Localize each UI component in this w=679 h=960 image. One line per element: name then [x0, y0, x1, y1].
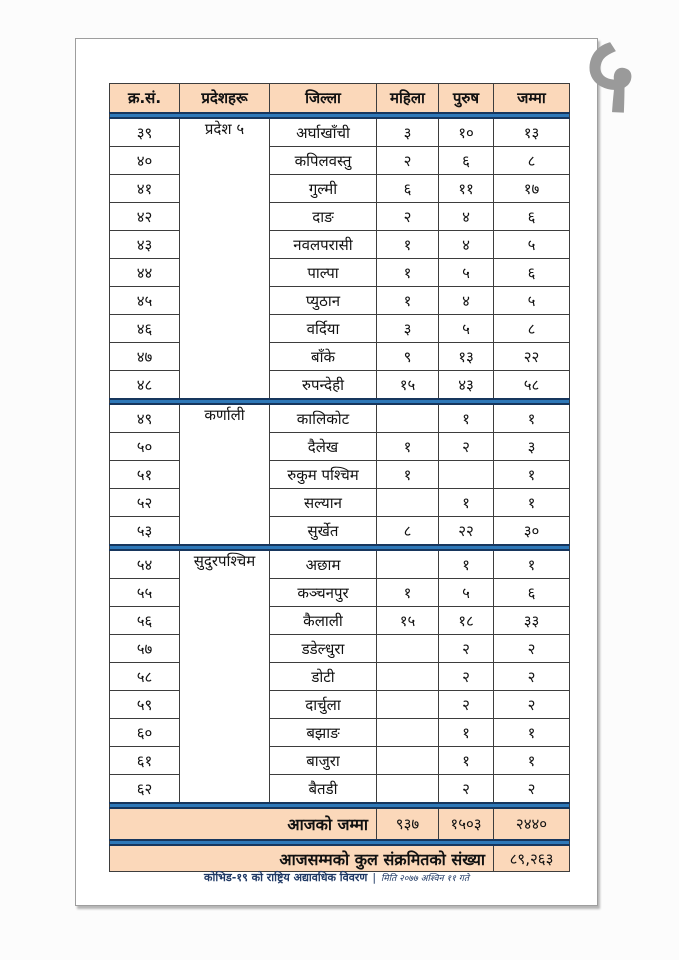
- table-row: [110, 175, 570, 203]
- female-count-cell: [377, 404, 439, 433]
- today-total-male: १५०३: [439, 808, 494, 840]
- header-female: महिला: [377, 84, 439, 114]
- total-count-cell: ८: [494, 315, 570, 343]
- total-count-cell: ५८: [494, 371, 570, 400]
- female-count-cell: ८: [377, 517, 439, 546]
- today-total-female: ९३७: [377, 808, 439, 840]
- cumulative-total-label: आजसम्मको कुल संक्रमितको संख्या: [110, 845, 494, 872]
- total-count-cell: १७: [494, 175, 570, 203]
- page-number-watermark: ५: [570, 10, 650, 137]
- table-header: [110, 84, 570, 119]
- serial-cell: ३९: [110, 118, 180, 147]
- total-count-cell: १: [494, 489, 570, 517]
- header-total: जम्मा: [494, 84, 570, 114]
- female-count-cell: १: [377, 259, 439, 287]
- female-count-cell: [377, 719, 439, 747]
- female-count-cell: १५: [377, 607, 439, 635]
- district-cell: अछाम: [270, 550, 377, 579]
- district-cell: रुकुम पश्चिम: [270, 461, 377, 489]
- total-count-cell: ३३: [494, 607, 570, 635]
- male-count-cell: ११: [439, 175, 494, 203]
- province-cell: कर्णाली: [180, 404, 270, 545]
- total-count-cell: १: [494, 719, 570, 747]
- district-cell: कपिलवस्तु: [270, 147, 377, 175]
- district-cell: कञ्चनपुर: [270, 579, 377, 607]
- district-cell: रुपन्देही: [270, 371, 377, 400]
- serial-cell: ६१: [110, 747, 180, 775]
- total-count-cell: २: [494, 663, 570, 691]
- female-count-cell: [377, 747, 439, 775]
- header-serial: क्र.सं.: [110, 84, 180, 114]
- table-row: [110, 607, 570, 635]
- header-row: [110, 84, 570, 114]
- male-count-cell: १३: [439, 343, 494, 371]
- footer-title: कोभिड-१९ को राष्ट्रिय अद्यावधिक विवरण: [204, 871, 368, 884]
- cumulative-total-value: ८९,२६३: [494, 845, 570, 872]
- district-cell: सल्यान: [270, 489, 377, 517]
- district-cell: गुल्मी: [270, 175, 377, 203]
- female-count-cell: २: [377, 203, 439, 231]
- total-count-cell: १: [494, 404, 570, 433]
- serial-cell: ४२: [110, 203, 180, 231]
- female-count-cell: [377, 550, 439, 579]
- footer-date: मिति २०७७ अश्विन ११ गते: [381, 874, 469, 884]
- total-count-cell: १: [494, 550, 570, 579]
- female-count-cell: १: [377, 287, 439, 315]
- serial-cell: ५९: [110, 691, 180, 719]
- district-cell: दाङ: [270, 203, 377, 231]
- today-total-row: [110, 808, 570, 840]
- female-count-cell: १: [377, 579, 439, 607]
- table-row: [110, 287, 570, 315]
- serial-cell: ६२: [110, 775, 180, 804]
- female-count-cell: ३: [377, 315, 439, 343]
- table-row: [110, 489, 570, 517]
- table-row: [110, 635, 570, 663]
- table-row: [110, 517, 570, 546]
- female-count-cell: [377, 635, 439, 663]
- total-count-cell: २२: [494, 343, 570, 371]
- district-cell: बाजुरा: [270, 747, 377, 775]
- total-count-cell: ५: [494, 287, 570, 315]
- table-body: [110, 118, 570, 808]
- male-count-cell: २२: [439, 517, 494, 546]
- district-cell: दैलेख: [270, 433, 377, 461]
- male-count-cell: २: [439, 635, 494, 663]
- female-count-cell: १: [377, 461, 439, 489]
- male-count-cell: २: [439, 775, 494, 804]
- district-cell: डडेल्धुरा: [270, 635, 377, 663]
- serial-cell: ४०: [110, 147, 180, 175]
- district-cell: दार्चुला: [270, 691, 377, 719]
- male-count-cell: २: [439, 691, 494, 719]
- total-count-cell: २: [494, 691, 570, 719]
- district-cell: पाल्पा: [270, 259, 377, 287]
- male-count-cell: ५: [439, 579, 494, 607]
- male-count-cell: १: [439, 747, 494, 775]
- header-male: पुरुष: [439, 84, 494, 114]
- district-cell: वर्दिया: [270, 315, 377, 343]
- male-count-cell: [439, 461, 494, 489]
- district-cell: अर्घाखाँची: [270, 118, 377, 147]
- table-row: [110, 315, 570, 343]
- table-row: [110, 231, 570, 259]
- male-count-cell: १०: [439, 118, 494, 147]
- serial-cell: ५७: [110, 635, 180, 663]
- total-count-cell: २: [494, 775, 570, 804]
- total-count-cell: ६: [494, 259, 570, 287]
- district-cell: बझाङ: [270, 719, 377, 747]
- serial-cell: ५३: [110, 517, 180, 546]
- district-cell: नवलपरासी: [270, 231, 377, 259]
- serial-cell: ५०: [110, 433, 180, 461]
- total-count-cell: १३: [494, 118, 570, 147]
- table-row: [110, 147, 570, 175]
- female-count-cell: [377, 775, 439, 804]
- male-count-cell: ४३: [439, 371, 494, 400]
- district-cell: कालिकोट: [270, 404, 377, 433]
- footer-separator: |: [372, 871, 377, 884]
- serial-cell: ५५: [110, 579, 180, 607]
- page-footer: [76, 866, 597, 885]
- serial-cell: ५२: [110, 489, 180, 517]
- district-cell: प्युठान: [270, 287, 377, 315]
- total-count-cell: २: [494, 635, 570, 663]
- table-row: [110, 461, 570, 489]
- district-cell: सुर्खेत: [270, 517, 377, 546]
- report-page: [75, 38, 598, 906]
- table-row: [110, 371, 570, 400]
- serial-cell: ५४: [110, 550, 180, 579]
- male-count-cell: १: [439, 550, 494, 579]
- table-row: [110, 550, 570, 579]
- total-count-cell: ५: [494, 231, 570, 259]
- male-count-cell: १: [439, 719, 494, 747]
- serial-cell: ४८: [110, 371, 180, 400]
- covid-district-table: [109, 83, 570, 872]
- total-count-cell: ३: [494, 433, 570, 461]
- table-row: [110, 691, 570, 719]
- table-row: [110, 663, 570, 691]
- district-cell: बाँके: [270, 343, 377, 371]
- today-total-label: आजको जम्मा: [110, 808, 377, 840]
- female-count-cell: २: [377, 147, 439, 175]
- table-row: [110, 343, 570, 371]
- female-count-cell: [377, 489, 439, 517]
- male-count-cell: ४: [439, 203, 494, 231]
- serial-cell: ५१: [110, 461, 180, 489]
- table-row: [110, 775, 570, 804]
- serial-cell: ४६: [110, 315, 180, 343]
- female-count-cell: ९: [377, 343, 439, 371]
- male-count-cell: ४: [439, 231, 494, 259]
- female-count-cell: ६: [377, 175, 439, 203]
- male-count-cell: २: [439, 663, 494, 691]
- table-row: [110, 259, 570, 287]
- male-count-cell: १८: [439, 607, 494, 635]
- table-row: [110, 433, 570, 461]
- table-row: [110, 719, 570, 747]
- serial-cell: ४३: [110, 231, 180, 259]
- serial-cell: ५८: [110, 663, 180, 691]
- serial-cell: ६०: [110, 719, 180, 747]
- total-count-cell: १: [494, 747, 570, 775]
- covid-table-container: [109, 83, 570, 872]
- header-province: प्रदेशहरू: [180, 84, 270, 114]
- serial-cell: ४१: [110, 175, 180, 203]
- female-count-cell: १: [377, 231, 439, 259]
- table-row: [110, 579, 570, 607]
- male-count-cell: १: [439, 404, 494, 433]
- male-count-cell: ४: [439, 287, 494, 315]
- table-row: [110, 118, 570, 147]
- table-row: [110, 203, 570, 231]
- total-count-cell: ६: [494, 579, 570, 607]
- serial-cell: ४७: [110, 343, 180, 371]
- male-count-cell: ५: [439, 315, 494, 343]
- male-count-cell: ५: [439, 259, 494, 287]
- table-row: [110, 747, 570, 775]
- female-count-cell: १५: [377, 371, 439, 400]
- male-count-cell: ६: [439, 147, 494, 175]
- total-count-cell: ८: [494, 147, 570, 175]
- serial-cell: ४४: [110, 259, 180, 287]
- serial-cell: ५६: [110, 607, 180, 635]
- header-district: जिल्ला: [270, 84, 377, 114]
- female-count-cell: [377, 663, 439, 691]
- total-count-cell: ३०: [494, 517, 570, 546]
- male-count-cell: १: [439, 489, 494, 517]
- district-cell: कैलाली: [270, 607, 377, 635]
- district-cell: बैतडी: [270, 775, 377, 804]
- female-count-cell: [377, 691, 439, 719]
- serial-cell: ४५: [110, 287, 180, 315]
- today-total-sum: २४४०: [494, 808, 570, 840]
- district-cell: डोटी: [270, 663, 377, 691]
- province-cell: प्रदेश ५: [180, 118, 270, 399]
- table-footer: [110, 808, 570, 872]
- total-count-cell: १: [494, 461, 570, 489]
- table-row: [110, 404, 570, 433]
- serial-cell: ४९: [110, 404, 180, 433]
- female-count-cell: १: [377, 433, 439, 461]
- province-cell: सुदुरपश्चिम: [180, 550, 270, 803]
- male-count-cell: २: [439, 433, 494, 461]
- female-count-cell: ३: [377, 118, 439, 147]
- total-count-cell: ६: [494, 203, 570, 231]
